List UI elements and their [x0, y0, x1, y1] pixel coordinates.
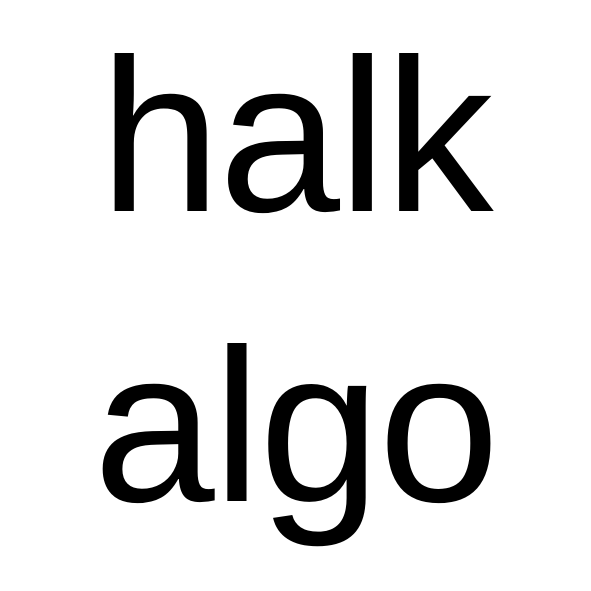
- word-top: halk: [99, 15, 492, 258]
- word-bottom: algo: [93, 305, 498, 548]
